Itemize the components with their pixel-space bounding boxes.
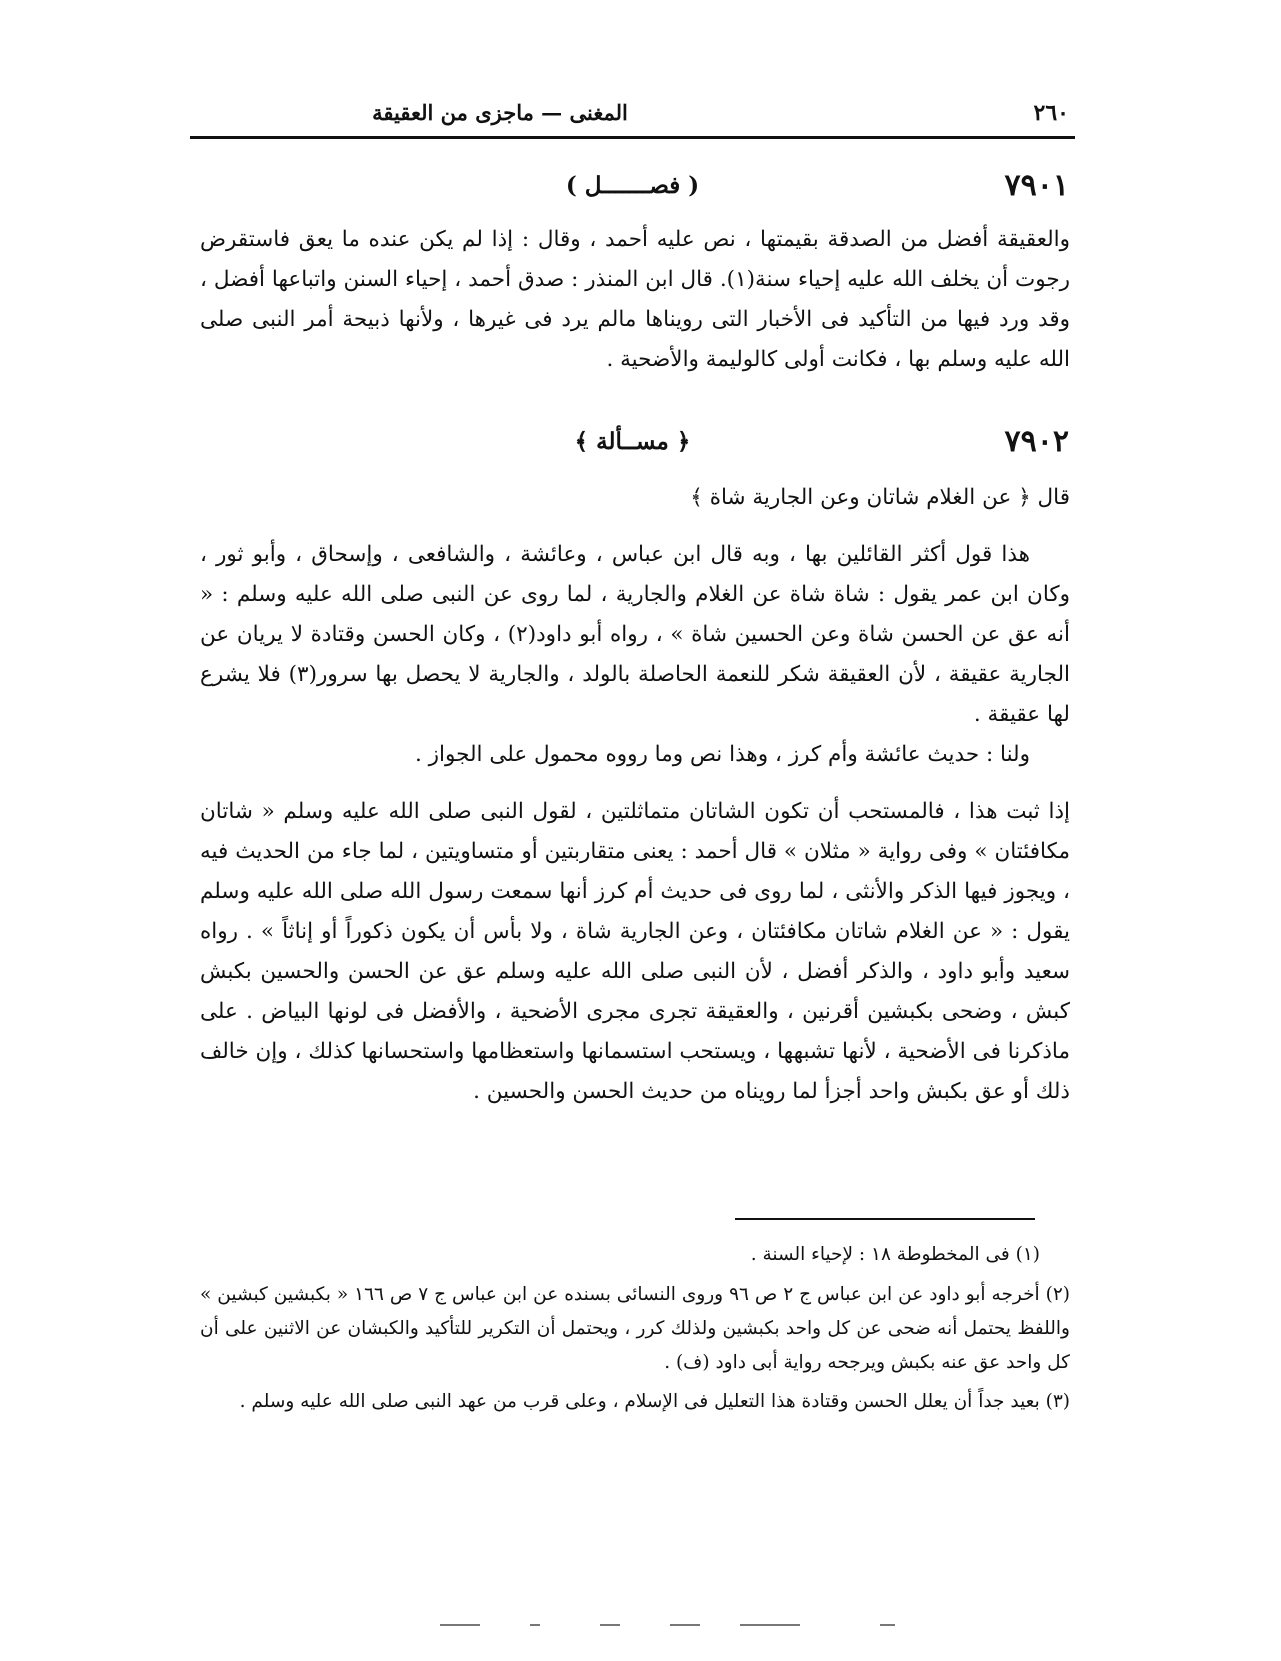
section-heading (190, 424, 1075, 470)
paragraph: إذا ثبت هذا ، فالمستحب أن تكون الشاتان متماثلتين ، لقول النبى صلى الله عليه وسلم « شاتان مكافئتان » وفى رواية « مثلان » قال أحمد : يعنى متقاربتين أو متساويتين ، لما جاء من الحديث فيه ، ويجوز فيها الذكر والأنثى ، لما روى فى حديث أم كرز أنها سمعت رسول الله صلى الله عليه وسلم يقول : « عن الغلام شاتان مكافئتان ، وعن الجارية شاة ، ولا بأس أن يكون ذكوراً أو إناثاً » . رواه سعيد وأبو داود ، والذكر أفضل ، لأن النبى صلى الله عليه وسلم عق عن الحسن والحسين بكبش كبش ، وضحى بكبشين أقرنين ، والعقيقة تجرى مجرى الأضحية ، والأفضل فى لونها البياض . على ماذكرنا فى الأضحية ، لأنها تشبهها ، ويستحب استسمانها واستعظامها واستحسانها كذلك ، وإن خالف ذلك أو عق بكبش واحد أجزأ لما رويناه من حديث الحسن والحسين . (200, 799, 1070, 1104)
section-title: ( فصـــــــل ) (565, 172, 700, 199)
paragraph: هذا قول أكثر القائلين بها ، وبه قال ابن عباس ، وعائشة ، والشافعى ، وإسحاق ، وأبو ثور ، وكان ابن عمر يقول : شاة شاة عن الغلام والجارية ، لما روى عن النبى صلى الله عليه وسلم : « أنه عق عن الحسن شاة وعن الحسين شاة » ، رواه أبو داود(٢) ، وكان الحسن وقتادة لا يريان عن الجارية عقيقة ، لأن العقيقة شكر للنعمة الحاصلة بالولد ، والجارية لا يحصل بها سرور(٣) فلا يشرع لها عقيقة . (200, 542, 1070, 727)
matn-quote: قال ﴿ عن الغلام شاتان وعن الجارية شاة ﴾ (690, 485, 1070, 510)
section-heading (190, 168, 1075, 214)
paragraph: ولنا : حديث عائشة وأم كرز ، وهذا نص وما رووه محمول على الجواز . (414, 742, 1030, 767)
scan-edge-marks (440, 1624, 920, 1628)
footnote-rule (735, 1218, 1035, 1220)
running-title: المغنى — ماجزى من العقيقة (372, 100, 628, 125)
section-number: ٧٩٠١ (1004, 168, 1069, 203)
section-title: ﴿ مســألة ﴾ (574, 428, 691, 455)
footnote: (٣) بعيد جداً أن يعلل الحسن وقتادة هذا التعليل فى الإسلام ، وعلى قرب من عهد النبى صلى الله عليه وسلم . (239, 1391, 1070, 1412)
page-number: ٢٦٠ (1033, 100, 1069, 126)
header-rule (190, 136, 1075, 139)
section-number: ٧٩٠٢ (1004, 424, 1069, 459)
page-header (190, 88, 1075, 140)
paragraph: والعقيقة أفضل من الصدقة بقيمتها ، نص عليه أحمد ، وقال : إذا لم يكن عنده ما يعق فاستقرض رجوت أن يخلف الله عليه إحياء سنة(١). قال ابن المنذر : صدق أحمد ، إحياء السنن واتباعها أفضل ، وقد ورد فيها من التأكيد فى الأخبار التى رويناها مالم يرد فى غيرها ، ولأنها ذبيحة أمر النبى صلى الله عليه وسلم بها ، فكانت أولى كالوليمة والأضحية . (200, 227, 1071, 372)
footnote: (١) فى المخطوطة ١٨ : لإحياء السنة . (750, 1244, 1040, 1265)
footnote: (٢) أخرجه أبو داود عن ابن عباس ج ٢ ص ٩٦ وروى النسائى بسنده عن ابن عباس ج ٧ ص ١٦٦ « بكبشين كبشين » واللفظ يحتمل أنه ضحى عن كل واحد بكبشين ولذلك كرر ، ويحتمل أن التكرير للتأكيد والكبشان عن الاثنين على أن كل واحد عق عنه بكبش ويرجحه رواية أبى داود (ف) . (200, 1284, 1070, 1373)
